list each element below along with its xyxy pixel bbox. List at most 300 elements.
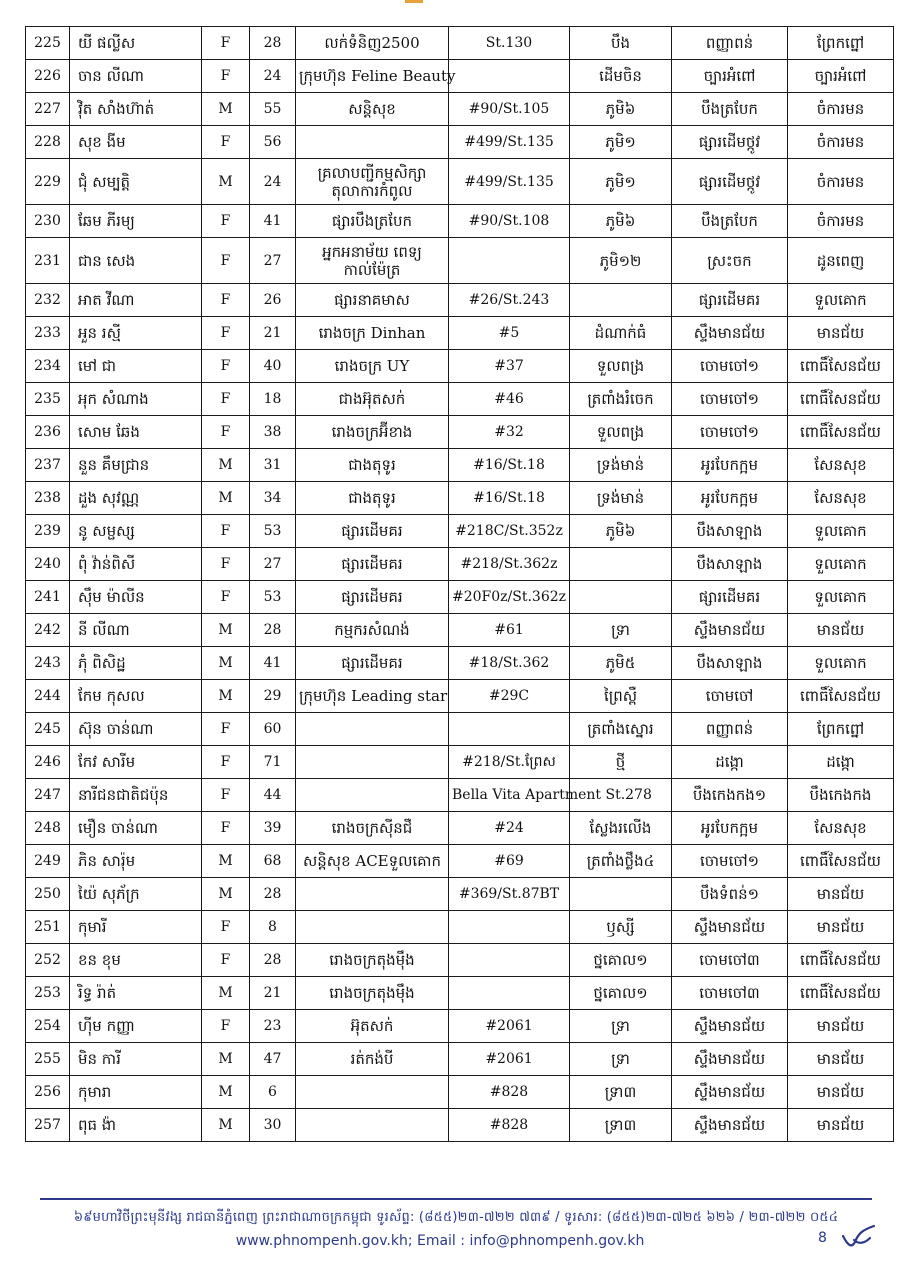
cell-house: Bella Vita Apartment St.278 [449, 779, 570, 812]
cell-sangkat: ពញ្ញាពន់ [672, 27, 788, 60]
cell-name: មឿន ចាន់ណា [70, 812, 202, 845]
cell-age: 31 [250, 449, 296, 482]
cell-house: #69 [449, 845, 570, 878]
cell-occupation: រោងចក្រ Dinhan [296, 317, 449, 350]
cell-name: កុមារី [70, 911, 202, 944]
cell-sangkat: ដង្កោ [672, 746, 788, 779]
cell-house: #828 [449, 1076, 570, 1109]
cell-khan: ចំការមន [788, 93, 894, 126]
cell-occupation: លក់ទំនិញ2500 [296, 27, 449, 60]
cell-age: 28 [250, 614, 296, 647]
cell-village: ទ្រា [570, 1010, 672, 1043]
cell-house [449, 944, 570, 977]
cell-khan: ច្បារអំពៅ [788, 60, 894, 93]
cell-occupation [296, 1076, 449, 1109]
cell-sangkat: ចោមចៅ១ [672, 350, 788, 383]
case-table [25, 26, 894, 1142]
cell-house: #499/St.135 [449, 126, 570, 159]
table-row [26, 878, 894, 911]
cell-occupation: ក្រុមហ៊ុន Feline Beauty [296, 60, 449, 93]
cell-village: ថ្មី [570, 746, 672, 779]
cell-age: 28 [250, 27, 296, 60]
cell-occupation [296, 1109, 449, 1142]
table-row [26, 27, 894, 60]
cell-village: បឹង [570, 27, 672, 60]
cell-village: ព្រៃស្ពឺ [570, 680, 672, 713]
cell-house [449, 713, 570, 746]
cell-khan: ចំការមន [788, 126, 894, 159]
cell-age: 44 [250, 779, 296, 812]
cell-sangkat: ចោមចៅ៣ [672, 944, 788, 977]
cell-sangkat: ផ្សារដើមថ្កូវ [672, 126, 788, 159]
cell-sex: F [202, 126, 250, 159]
footer-website-email: www.phnompenh.gov.kh; Email : info@phnompenh.gov.kh [235, 1233, 645, 1249]
cell-sangkat: ស្ទឹងមានជ័យ [672, 1076, 788, 1109]
table-row [26, 482, 894, 515]
cell-sangkat: អូរបែកក្អម [672, 482, 788, 515]
cell-sangkat: បឹងកេងកង១ [672, 779, 788, 812]
cell-no: 240 [26, 548, 70, 581]
cell-village: ទួលពង្រ [570, 416, 672, 449]
cell-khan: មានជ័យ [788, 1010, 894, 1043]
cell-sangkat: ផ្សារដើមគរ [672, 581, 788, 614]
cell-name: កែវ សារីម [70, 746, 202, 779]
cell-age: 47 [250, 1043, 296, 1076]
cell-occupation: ផ្សារដើមគរ [296, 647, 449, 680]
cell-sangkat: អូរបែកក្អម [672, 449, 788, 482]
cell-sangkat: ចោមចៅ១ [672, 383, 788, 416]
cell-sangkat: បឹងសាឡាង [672, 647, 788, 680]
cell-occupation: ជាងតុទូរ [296, 449, 449, 482]
cell-name: សោម ឆែង [70, 416, 202, 449]
cell-khan: សែនសុខ [788, 449, 894, 482]
cell-occupation: អ្នកអនាម័យ ពេទ្យកាល់ម៉ែត្រ [296, 238, 449, 284]
table-row [26, 977, 894, 1010]
cell-age: 23 [250, 1010, 296, 1043]
cell-sangkat: បឹងសាឡាង [672, 515, 788, 548]
cell-sangkat: ស្ទឹងមានជ័យ [672, 1043, 788, 1076]
cell-house: #29C [449, 680, 570, 713]
cell-house [449, 238, 570, 284]
cell-sangkat: បឹងសាឡាង [672, 548, 788, 581]
cell-occupation: ជាងអ៊ុតសក់ [296, 383, 449, 416]
cell-khan: ទួលគោក [788, 515, 894, 548]
cell-sex: F [202, 27, 250, 60]
cell-sex: M [202, 977, 250, 1010]
cell-sex: M [202, 1109, 250, 1142]
top-edge-mark [405, 0, 423, 3]
cell-village: ភូមិ៦ [570, 93, 672, 126]
cell-house: #61 [449, 614, 570, 647]
cell-name: ដួង សុវណ្ណ [70, 482, 202, 515]
cell-occupation [296, 126, 449, 159]
cell-no: 254 [26, 1010, 70, 1043]
cell-no: 248 [26, 812, 70, 845]
cell-name: ស៊ុន ចាន់ណា [70, 713, 202, 746]
table-row [26, 205, 894, 238]
cell-khan: ពោធិ៍សែនជ័យ [788, 944, 894, 977]
cell-no: 247 [26, 779, 70, 812]
cell-age: 28 [250, 944, 296, 977]
table-row [26, 93, 894, 126]
table-row [26, 383, 894, 416]
cell-occupation: ផ្សារនាគមាស [296, 284, 449, 317]
cell-no: 250 [26, 878, 70, 911]
cell-name: ខន ខុម [70, 944, 202, 977]
cell-name: ភុំ ពិសិដ្ឋ [70, 647, 202, 680]
cell-house: #218/St.362z [449, 548, 570, 581]
cell-sangkat: ច្បារអំពៅ [672, 60, 788, 93]
table-row [26, 126, 894, 159]
cell-sex: M [202, 482, 250, 515]
cell-village: ថ្នគោល១ [570, 944, 672, 977]
cell-sex: M [202, 449, 250, 482]
cell-occupation: ផ្សារដើមគរ [296, 581, 449, 614]
table-row [26, 548, 894, 581]
cell-occupation: រោងចក្រតុងម៉ឹង [296, 944, 449, 977]
cell-khan: មានជ័យ [788, 1109, 894, 1142]
table-row [26, 779, 894, 812]
table-row [26, 238, 894, 284]
cell-khan: ព្រែកព្នៅ [788, 27, 894, 60]
cell-occupation [296, 878, 449, 911]
cell-occupation: រោងចក្រស៊ីនជឺ [296, 812, 449, 845]
cell-house: #20F0z/St.362z [449, 581, 570, 614]
cell-khan: ពោធិ៍សែនជ័យ [788, 383, 894, 416]
cell-occupation [296, 713, 449, 746]
cell-khan: ពោធិ៍សែនជ័យ [788, 845, 894, 878]
cell-sangkat: ចោមចៅ១ [672, 416, 788, 449]
cell-khan: ចំការមន [788, 159, 894, 205]
cell-no: 239 [26, 515, 70, 548]
cell-sangkat: ស្ទឹងមានជ័យ [672, 1109, 788, 1142]
cell-age: 21 [250, 317, 296, 350]
cell-village: ទ្រា៣ [570, 1076, 672, 1109]
cell-no: 227 [26, 93, 70, 126]
cell-age: 60 [250, 713, 296, 746]
footer-address: ៦៩មហាវិថីព្រះមុនីវង្ស រាជធានីភ្នំពេញ ព្រះរាជាណាចក្រកម្ពុជា ទូរស័ព្ទ: (៨៥៥)២៣-៧២២ ៧៣៩ / ទូរសារ: (៨៥៥)២៣-៧២៥ ៦២៦ / ២៣-៧២២ ០៥៤ [73, 1210, 839, 1225]
table-row [26, 159, 894, 205]
cell-sangkat: ស្ទឹងមានជ័យ [672, 317, 788, 350]
cell-occupation: ក្រុមហ៊ុន Leading star [296, 680, 449, 713]
cell-village: ដំណាក់ធំ [570, 317, 672, 350]
cell-no: 230 [26, 205, 70, 238]
table-row [26, 60, 894, 93]
cell-house: #90/St.105 [449, 93, 570, 126]
cell-khan: ទួលគោក [788, 284, 894, 317]
cell-no: 233 [26, 317, 70, 350]
cell-age: 53 [250, 515, 296, 548]
cell-age: 30 [250, 1109, 296, 1142]
table-row [26, 614, 894, 647]
cell-name: មិន ការី [70, 1043, 202, 1076]
table-row [26, 350, 894, 383]
cell-age: 24 [250, 60, 296, 93]
cell-no: 229 [26, 159, 70, 205]
cell-age: 27 [250, 238, 296, 284]
cell-village: ភូមិ៦ [570, 205, 672, 238]
cell-khan: ព្រែកព្នៅ [788, 713, 894, 746]
cell-sangkat: ស្ទឹងមានជ័យ [672, 614, 788, 647]
table-row [26, 449, 894, 482]
table-row [26, 746, 894, 779]
cell-sex: F [202, 350, 250, 383]
cell-house: #2061 [449, 1010, 570, 1043]
cell-age: 6 [250, 1076, 296, 1109]
table-row [26, 284, 894, 317]
cell-occupation: អ៊ុតសក់ [296, 1010, 449, 1043]
cell-no: 232 [26, 284, 70, 317]
cell-house: #90/St.108 [449, 205, 570, 238]
cell-village: ត្រពាំងស្នោរ [570, 713, 672, 746]
cell-name: ភិន សារ៉ុម [70, 845, 202, 878]
cell-name: កែម កុសល [70, 680, 202, 713]
cell-sangkat: បឹងទំពន់១ [672, 878, 788, 911]
cell-no: 241 [26, 581, 70, 614]
table-row [26, 911, 894, 944]
cell-sex: F [202, 1010, 250, 1043]
cell-village: ទួលពង្រ [570, 350, 672, 383]
cell-occupation [296, 746, 449, 779]
cell-village: ទ្រង់មាន់ [570, 449, 672, 482]
cell-khan: ពោធិ៍សែនជ័យ [788, 680, 894, 713]
cell-house: #218C/St.352z [449, 515, 570, 548]
cell-age: 56 [250, 126, 296, 159]
cell-sangkat: ផ្សារដើមថ្កូវ [672, 159, 788, 205]
cell-occupation: រោងចក្រ UY [296, 350, 449, 383]
cell-khan: ទួលគោក [788, 647, 894, 680]
cell-occupation [296, 779, 449, 812]
cell-no: 243 [26, 647, 70, 680]
cell-name: អាត វីណា [70, 284, 202, 317]
cell-sex: F [202, 746, 250, 779]
cell-age: 40 [250, 350, 296, 383]
cell-no: 231 [26, 238, 70, 284]
cell-name: ជាន សេង [70, 238, 202, 284]
cell-sangkat: បឹងត្របែក [672, 93, 788, 126]
cell-no: 226 [26, 60, 70, 93]
cell-age: 24 [250, 159, 296, 205]
cell-village: ស្លែងរលើង [570, 812, 672, 845]
cell-no: 236 [26, 416, 70, 449]
cell-no: 244 [26, 680, 70, 713]
cell-house: St.130 [449, 27, 570, 60]
cell-house [449, 60, 570, 93]
cell-khan: មានជ័យ [788, 614, 894, 647]
table-row [26, 1109, 894, 1142]
cell-sex: F [202, 713, 250, 746]
cell-sangkat: ស្ទឹងមានជ័យ [672, 911, 788, 944]
cell-age: 28 [250, 878, 296, 911]
table-row [26, 680, 894, 713]
cell-age: 41 [250, 205, 296, 238]
cell-house: #499/St.135 [449, 159, 570, 205]
cell-house [449, 911, 570, 944]
cell-no: 256 [26, 1076, 70, 1109]
cell-khan: ទួលគោក [788, 581, 894, 614]
cell-sex: M [202, 93, 250, 126]
cell-name: ចាន លីណា [70, 60, 202, 93]
cell-name: កុមារា [70, 1076, 202, 1109]
cell-no: 257 [26, 1109, 70, 1142]
cell-khan: មានជ័យ [788, 317, 894, 350]
cell-village: ភូមិ១២ [570, 238, 672, 284]
cell-khan: ចំការមន [788, 205, 894, 238]
cell-no: 238 [26, 482, 70, 515]
cell-khan: សែនសុខ [788, 482, 894, 515]
cell-name: មៅ ជា [70, 350, 202, 383]
cell-village: ភូមិ៥ [570, 647, 672, 680]
cell-name: នី លីណា [70, 614, 202, 647]
cell-no: 246 [26, 746, 70, 779]
cell-khan: មានជ័យ [788, 878, 894, 911]
cell-sangkat: ពញ្ញាពន់ [672, 713, 788, 746]
cell-sex: M [202, 845, 250, 878]
cell-khan: មានជ័យ [788, 911, 894, 944]
table-row [26, 1043, 894, 1076]
cell-house: #2061 [449, 1043, 570, 1076]
cell-no: 249 [26, 845, 70, 878]
table-row [26, 944, 894, 977]
cell-age: 39 [250, 812, 296, 845]
cell-sex: M [202, 680, 250, 713]
cell-occupation: គ្រលាបញ្ជីកម្មសិក្សា តុលាការកំពូល [296, 159, 449, 205]
cell-sex: F [202, 515, 250, 548]
table-row [26, 317, 894, 350]
page-number: 8 [818, 1230, 827, 1246]
cell-name: សុខ ងីម [70, 126, 202, 159]
cell-khan: ដូនពេញ [788, 238, 894, 284]
cell-house: #16/St.18 [449, 482, 570, 515]
cell-occupation: កម្មករសំណង់ [296, 614, 449, 647]
cell-occupation: សន្តិសុខ [296, 93, 449, 126]
cell-sex: F [202, 944, 250, 977]
cell-village: ភូមិ១ [570, 159, 672, 205]
cell-name: ជុំ សម្បត្តិ [70, 159, 202, 205]
cell-name: យី ផល្លីស [70, 27, 202, 60]
footer-divider [40, 1198, 872, 1200]
cell-sex: M [202, 159, 250, 205]
cell-sex: F [202, 60, 250, 93]
cell-occupation: រោងចក្រអ៊ីខាង [296, 416, 449, 449]
cell-village: ត្រពាំងរំចេក [570, 383, 672, 416]
cell-village: ទ្រង់មាន់ [570, 482, 672, 515]
cell-name: រិទ្ធ រ៉ាត់ [70, 977, 202, 1010]
cell-sangkat: បឹងត្របែក [672, 205, 788, 238]
cell-sex: M [202, 647, 250, 680]
cell-house: #18/St.362 [449, 647, 570, 680]
cell-name: នួន គឹមជ្រាន [70, 449, 202, 482]
cell-sex: M [202, 878, 250, 911]
cell-village [570, 548, 672, 581]
cell-house: #5 [449, 317, 570, 350]
cell-no: 245 [26, 713, 70, 746]
table-row [26, 416, 894, 449]
cell-age: 27 [250, 548, 296, 581]
cell-sangkat: ស្ទឹងមានជ័យ [672, 1010, 788, 1043]
cell-sangkat: ផ្សារដើមគរ [672, 284, 788, 317]
cell-no: 251 [26, 911, 70, 944]
cell-age: 55 [250, 93, 296, 126]
cell-village: ទ្រា [570, 1043, 672, 1076]
cell-house: #46 [449, 383, 570, 416]
cell-no: 255 [26, 1043, 70, 1076]
cell-village: ទ្រា៣ [570, 1109, 672, 1142]
cell-sex: M [202, 1076, 250, 1109]
cell-sangkat: ស្រះចក [672, 238, 788, 284]
cell-age: 26 [250, 284, 296, 317]
cell-age: 8 [250, 911, 296, 944]
cell-khan: សែនសុខ [788, 812, 894, 845]
cell-age: 18 [250, 383, 296, 416]
cell-name: ឆែម ភីរម្យ [70, 205, 202, 238]
cell-house: #26/St.243 [449, 284, 570, 317]
cell-khan: ពោធិ៍សែនជ័យ [788, 416, 894, 449]
cell-village: ឫស្សី [570, 911, 672, 944]
cell-occupation: រោងចក្រតុងម៉ឹង [296, 977, 449, 1010]
cell-sex: F [202, 383, 250, 416]
cell-no: 228 [26, 126, 70, 159]
cell-khan: ដង្កោ [788, 746, 894, 779]
cell-name: ហ៊ីម កញ្ញា [70, 1010, 202, 1043]
cell-no: 242 [26, 614, 70, 647]
cell-house: #37 [449, 350, 570, 383]
cell-occupation [296, 911, 449, 944]
cell-age: 38 [250, 416, 296, 449]
cell-village: ភូមិ៦ [570, 515, 672, 548]
cell-age: 71 [250, 746, 296, 779]
cell-village [570, 284, 672, 317]
cell-khan: ពោធិ៍សែនជ័យ [788, 350, 894, 383]
cell-no: 225 [26, 27, 70, 60]
cell-name: អុក សំណាង [70, 383, 202, 416]
cell-no: 235 [26, 383, 70, 416]
cell-occupation: ផ្សារបឹងត្របែក [296, 205, 449, 238]
cell-occupation: ផ្សារដើមគរ [296, 548, 449, 581]
cell-name: អួន រស្មី [70, 317, 202, 350]
cell-khan: បឹងកេងកង [788, 779, 894, 812]
cell-name: នូ សម្ផស្ស [70, 515, 202, 548]
cell-village: ត្រពាំងថ្លឹង៤ [570, 845, 672, 878]
cell-sangkat: ចោមចៅ១ [672, 845, 788, 878]
cell-name: វ៉ិត សាំងហ៊ាត់ [70, 93, 202, 126]
cell-age: 34 [250, 482, 296, 515]
cell-age: 53 [250, 581, 296, 614]
cell-occupation: ជាងតុទូរ [296, 482, 449, 515]
cell-khan: មានជ័យ [788, 1043, 894, 1076]
cell-house: #828 [449, 1109, 570, 1142]
cell-sex: F [202, 548, 250, 581]
table-row [26, 581, 894, 614]
table-row [26, 845, 894, 878]
cell-khan: ទួលគោក [788, 548, 894, 581]
cell-sex: M [202, 1043, 250, 1076]
cell-name: នារីជនជាតិជប៉ុន [70, 779, 202, 812]
cell-no: 253 [26, 977, 70, 1010]
table-row [26, 515, 894, 548]
cell-sex: F [202, 911, 250, 944]
cell-village: ថ្នគោល១ [570, 977, 672, 1010]
cell-occupation: សន្តិសុខ ACEទួលគោក [296, 845, 449, 878]
cell-sex: F [202, 416, 250, 449]
cell-khan: ពោធិ៍សែនជ័យ [788, 977, 894, 1010]
cell-village: ភូមិ១ [570, 126, 672, 159]
cell-khan: មានជ័យ [788, 1076, 894, 1109]
case-table-body [26, 27, 894, 1142]
table-row [26, 1076, 894, 1109]
cell-sex: F [202, 812, 250, 845]
cell-village [570, 878, 672, 911]
